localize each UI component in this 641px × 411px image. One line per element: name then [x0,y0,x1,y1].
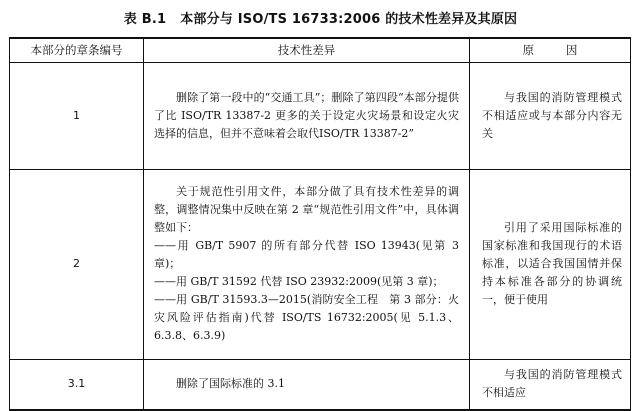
difference-text: 删除了国际标准的 3.1 [176,377,285,391]
row-technical-difference [144,62,470,169]
reason-text: 与我国的消防管理模式不相适应 [482,368,622,400]
header-reason: 原 因 [470,38,631,62]
difference-item: ——用 GB/T 31592 代替 ISO 23932:2009(见第 3 章)； [154,275,444,288]
table-number: 表 B.1 [123,12,167,27]
reason-text: 引用了采用国际标准的国家标准和我国现行的术语标准，以适合我国国情并保持本标准各部分的协调统一，便于使用 [482,221,622,306]
row-section-number: 3.1 [10,359,144,410]
table-caption: 本部分与 ISO/TS 16733:2006 的技术性差异及其原因 [180,12,518,27]
difference-text: 删除了第一段中的“交通工具”；删除了第四段“本部分提供了比 ISO/TR 13387-2 更多的关于设定火灾场景和设定火灾选择的信息，但并不意味着会取代ISO/TR 13387-2” [154,90,459,140]
row-reason [470,359,631,410]
difference-item: ——用 GB/T 31593.3—2015(消防安全工程 第 3 部分：火灾风险评估指南)代替 ISO/TS 16732:2005(见 5.1.3、6.3.8、6.3.9) [154,293,459,342]
table-header-row [10,38,631,62]
reason-text: 与我国的消防管理模式不相适应或与本部分内容无关 [482,90,622,140]
difference-item: ——用 GB/T 5907 的所有部分代替 ISO 13943(见第 3 章)； [154,239,459,270]
table-row [10,62,631,169]
row-reason [470,169,631,359]
table-row [10,359,631,410]
row-reason [470,62,631,169]
row-section-number: 2 [10,169,144,359]
header-section-number: 本部分的章条编号 [10,38,144,62]
row-technical-difference [144,359,470,410]
row-section-number: 1 [10,62,144,169]
row-technical-difference [144,169,470,359]
difference-intro: 关于规范性引用文件，本部分做了具有技术性差异的调整，调整情况集中反映在第 2 章“规范性引用文件”中，具体调整如下： [154,185,459,234]
table-row [10,169,631,359]
table-title [0,8,641,27]
differences-table [9,37,631,411]
header-technical-difference: 技术性差异 [144,38,470,62]
